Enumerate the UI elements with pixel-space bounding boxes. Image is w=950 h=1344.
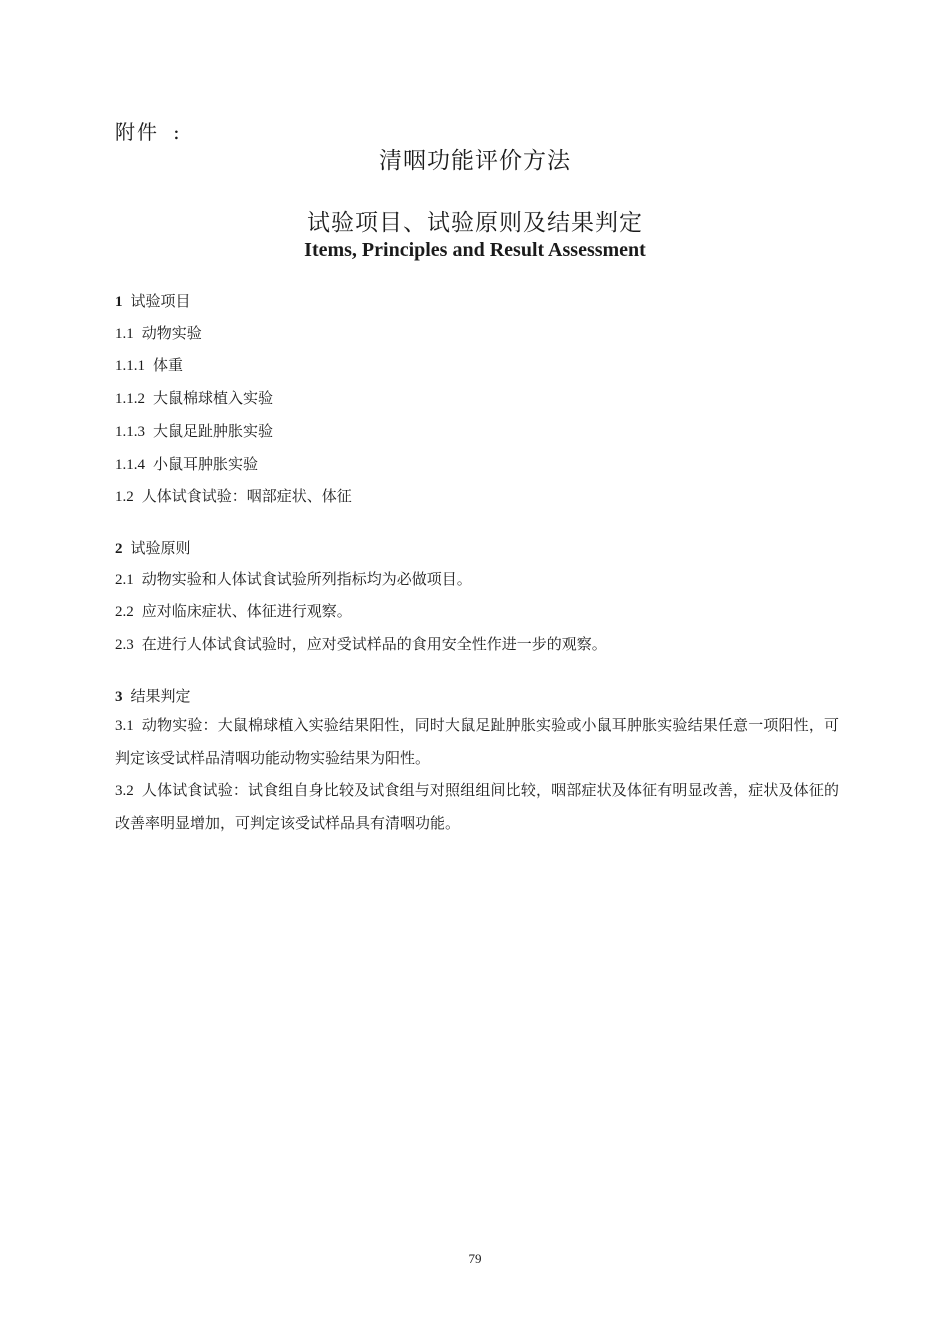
item-text: 在进行人体试食试验时，应对受试样品的食用安全性作进一步的观察。 xyxy=(141,635,607,653)
document-title: 清咽功能评价方法 xyxy=(379,148,571,174)
section-title: 试验原则 xyxy=(130,539,191,557)
item-text: 大鼠足趾肿胀实验 xyxy=(153,422,274,440)
item-number: 2.1 xyxy=(115,572,134,588)
item-number: 1.1.1 xyxy=(115,358,145,374)
item-text: 小鼠耳肿胀实验 xyxy=(153,455,259,473)
item-number: 3.1 xyxy=(115,718,134,734)
item-text: 动物实验 xyxy=(141,324,202,342)
item-2-1 xyxy=(115,568,472,589)
item-text: 大鼠棉球植入实验 xyxy=(153,389,274,407)
item-number: 2.2 xyxy=(115,604,134,620)
item-3-2 xyxy=(115,774,839,839)
attachment-label xyxy=(115,116,182,145)
item-text: 人体试食试验：咽部症状、体征 xyxy=(141,487,352,505)
item-1-1-4 xyxy=(115,453,258,474)
item-1-2 xyxy=(115,485,352,506)
section-number: 3 xyxy=(115,689,123,705)
item-1-1 xyxy=(115,322,202,343)
item-text: 动物实验：大鼠棉球植入实验结果阳性，同时大鼠足趾肿胀实验或小鼠耳肿胀实验结果任意一项阳性，可判定该受试样品清咽功能动物实验结果为阳性。 xyxy=(115,716,839,767)
item-1-1-2 xyxy=(115,387,273,408)
page-number: 79 xyxy=(468,1251,482,1266)
section-title: 试验项目 xyxy=(130,292,191,310)
item-2-2 xyxy=(115,600,352,621)
item-number: 1.2 xyxy=(115,489,134,505)
item-1-1-1 xyxy=(115,354,183,375)
item-text: 人体试食试验：试食组自身比较及试食组与对照组组间比较，咽部症状及体征有明显改善，症状及体征的改善率明显增加，可判定该受试样品具有清咽功能。 xyxy=(115,781,839,832)
item-number: 1.1.4 xyxy=(115,457,145,473)
item-number: 3.2 xyxy=(115,783,134,799)
item-3-1 xyxy=(115,709,839,774)
item-number: 2.3 xyxy=(115,637,134,653)
attachment-colon: : xyxy=(173,120,182,144)
item-number: 1.1 xyxy=(115,326,134,342)
attachment-text: 附件 xyxy=(115,120,159,144)
item-text: 动物实验和人体试食试验所列指标均为必做项目。 xyxy=(141,570,472,588)
item-2-3 xyxy=(115,633,607,654)
item-1-1-3 xyxy=(115,420,273,441)
section-title: 结果判定 xyxy=(130,687,191,705)
item-text: 体重 xyxy=(153,356,184,374)
section-2-heading xyxy=(115,537,191,558)
section-3-heading xyxy=(115,685,191,706)
section-number: 2 xyxy=(115,541,123,557)
document-subtitle: 试验项目、试验原则及结果判定 xyxy=(307,210,643,236)
item-text: 应对临床症状、体征进行观察。 xyxy=(141,602,352,620)
item-number: 1.1.2 xyxy=(115,391,145,407)
section-number: 1 xyxy=(115,294,123,310)
document-subtitle-english: Items, Principles and Result Assessment xyxy=(304,239,646,261)
section-1-heading xyxy=(115,290,191,311)
item-number: 1.1.3 xyxy=(115,424,145,440)
